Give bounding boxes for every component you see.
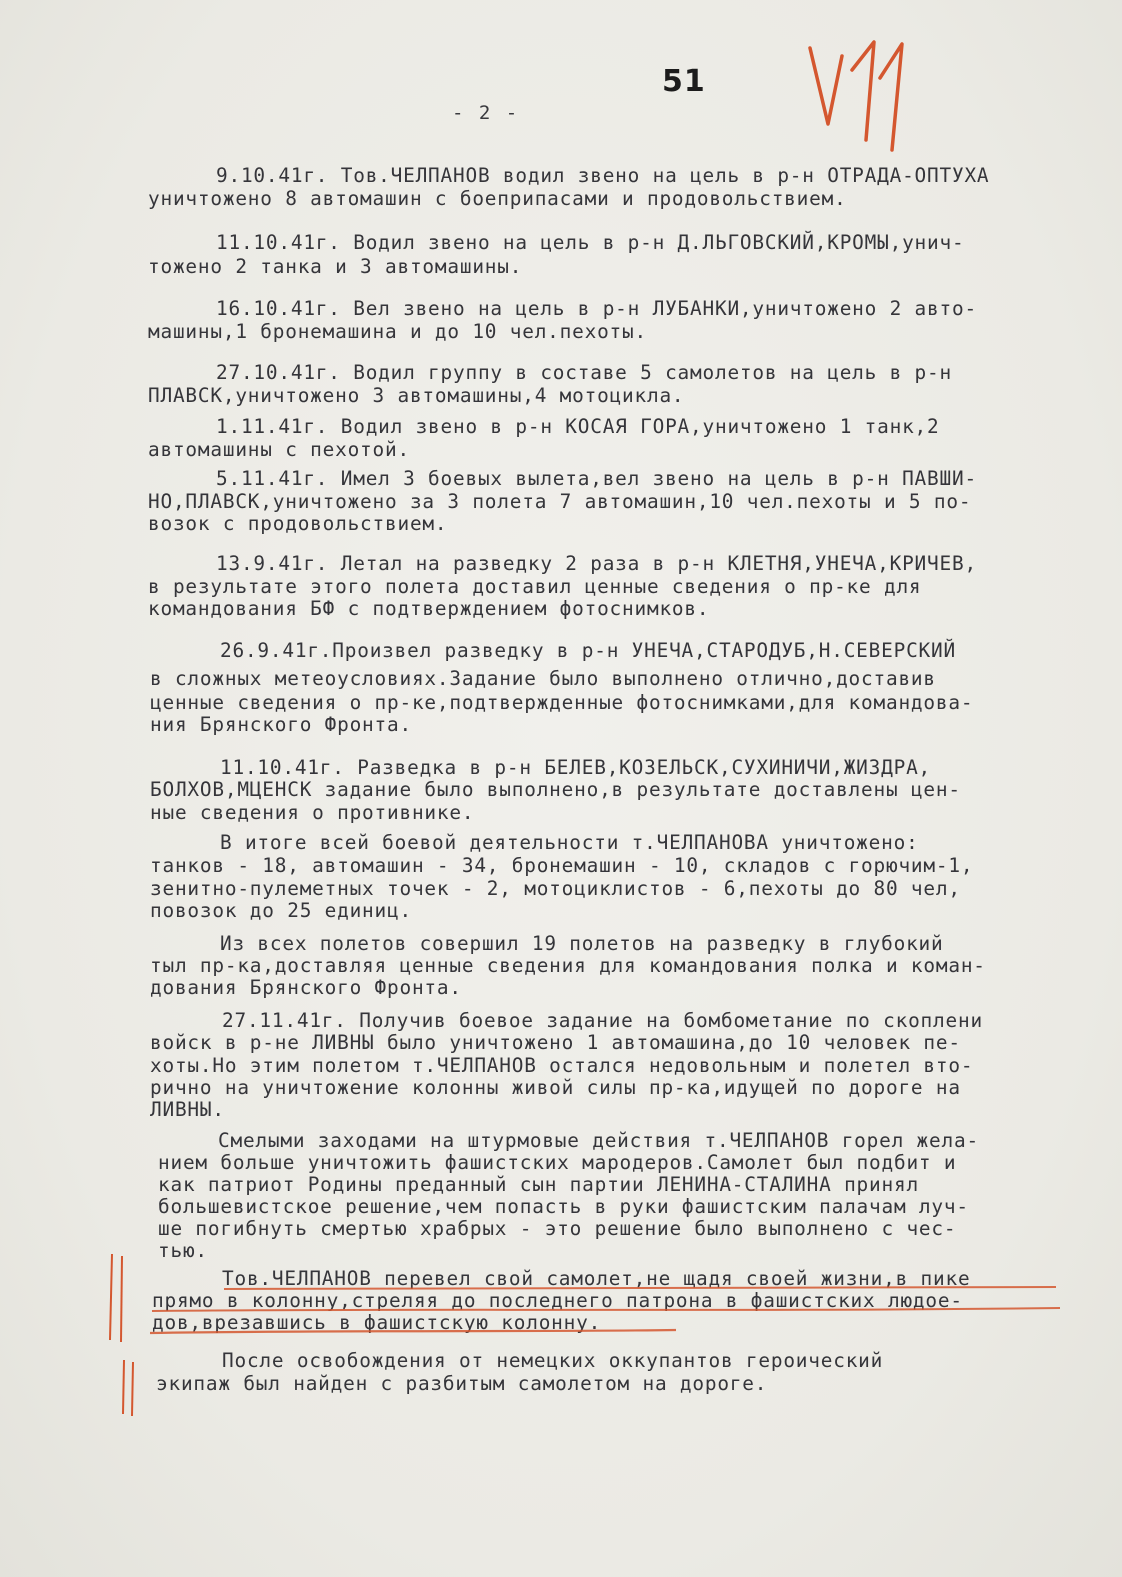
paragraph-line: 27.10.41г. Водил группу в составе 5 самолетов на цель в р-н bbox=[216, 361, 952, 384]
paragraph-line: тыл пр-ка,доставляя ценные сведения для командования полка и коман- bbox=[150, 954, 986, 977]
paragraph-line: в результате этого полета доставил ценные сведения о пр-ке для bbox=[148, 575, 922, 598]
paragraph-line: повозок до 25 единиц. bbox=[150, 899, 412, 922]
folio-number: 51 bbox=[662, 64, 706, 99]
paragraph-line: экипаж был найден с разбитым самолетом на дороге. bbox=[156, 1372, 768, 1395]
paragraph-line: рично на уничтожение колонны живой силы пр-ка,идущей по дороге на bbox=[150, 1076, 961, 1099]
paragraph-line: ценные сведения о пр-ке,подтвержденные фотоснимками,для командова- bbox=[150, 691, 974, 714]
paragraph-line: уничтожено 8 автомашин с боеприпасами и продовольствием. bbox=[148, 187, 847, 210]
paragraph-line: дов,врезавшись в фашистскую колонну. bbox=[152, 1311, 602, 1334]
paragraph-line: прямо в колонну,стреляя до последнего патрона в фашистских людое- bbox=[152, 1289, 963, 1312]
margin-double-line bbox=[118, 1358, 140, 1418]
paragraph-line: 13.9.41г. Летал на разведку 2 раза в р-н КЛЕТНЯ,УНЕЧА,КРИЧЕВ, bbox=[216, 552, 977, 575]
paragraph-line: 5.11.41г. Имел 3 боевых вылета,вел звено на цель в р-н ПАВШИ- bbox=[216, 467, 977, 490]
paragraph-line: ные сведения о противнике. bbox=[150, 801, 475, 824]
pencil-underline bbox=[140, 1268, 1080, 1348]
paragraph-line: танков - 18, автомашин - 34, бронемашин - 10, складов с горючим-1, bbox=[150, 854, 974, 877]
paragraph-line: Из всех полетов совершил 19 полетов на разведку в глубокий bbox=[220, 932, 944, 955]
paragraph-line: Тов.ЧЕЛПАНОВ перевел свой самолет,не щадя своей жизни,в пике bbox=[222, 1267, 971, 1290]
paragraph-line: хоты.Но этим полетом т.ЧЕЛПАНОВ остался недовольным и полетел вто- bbox=[150, 1054, 974, 1077]
paragraph-line: тожено 2 танка и 3 автомашины. bbox=[148, 255, 523, 278]
paragraph-line: ше погибнуть смертью храбрых - это решение было выполнено с чес- bbox=[158, 1217, 957, 1240]
paragraph-line: НО,ПЛАВСК,уничтожено за 3 полета 7 автомашин,10 чел.пехоты и 5 по- bbox=[148, 490, 972, 513]
paragraph-line: в сложных метеоусловиях.Задание было выполнено отлично,доставив bbox=[150, 667, 936, 690]
page-number: - 2 - bbox=[452, 102, 520, 124]
paragraph-line: ния Брянского Фронта. bbox=[150, 713, 412, 736]
archive-handwritten-mark bbox=[800, 36, 920, 156]
paragraph-line: 9.10.41г. Тов.ЧЕЛПАНОВ водил звено на цель в р-н ОТРАДА-ОПТУХА bbox=[216, 164, 990, 187]
paragraph-line: 26.9.41г.Произвел разведку в р-н УНЕЧА,СТАРОДУБ,Н.СЕВЕРСКИЙ bbox=[220, 639, 956, 662]
paragraph-line: После освобождения от немецких оккупантов героический bbox=[222, 1349, 884, 1372]
paragraph-line: 11.10.41г. Разведка в р-н БЕЛЕВ,КОЗЕЛЬСК,СУХИНИЧИ,ЖИЗДРА, bbox=[220, 756, 932, 779]
paragraph-line: командования БФ с подтверждением фотоснимков. bbox=[148, 597, 710, 620]
paragraph-line: ЛИВНЫ. bbox=[150, 1098, 225, 1121]
paragraph-line: нием больше уничтожить фашистских мародеров.Самолет был подбит и bbox=[158, 1151, 957, 1174]
paragraph-line: автомашины с пехотой. bbox=[148, 438, 410, 461]
paragraph-line: возок с продовольствием. bbox=[148, 512, 448, 535]
paragraph-line: 1.11.41г. Водил звено в р-н КОСАЯ ГОРА,уничтожено 1 танк,2 bbox=[216, 415, 940, 438]
paragraph-line: войск в р-не ЛИВНЫ было уничтожено 1 автомашина,до 10 человек пе- bbox=[150, 1031, 961, 1054]
margin-double-line bbox=[104, 1252, 130, 1344]
paragraph-line: зенитно-пулеметных точек - 2, мотоциклистов - 6,пехоты до 80 чел, bbox=[150, 877, 961, 900]
paragraph-line: БОЛХОВ,МЦЕНСК задание было выполнено,в результате доставлены цен- bbox=[150, 778, 961, 801]
paragraph-line: большевистское решение,чем попасть в руки фашистским палачам луч- bbox=[158, 1195, 969, 1218]
paragraph-line: дования Брянского Фронта. bbox=[150, 976, 462, 999]
paragraph-line: В итоге всей боевой деятельности т.ЧЕЛПАНОВА уничтожено: bbox=[220, 831, 919, 854]
paragraph-line: 16.10.41г. Вел звено на цель в р-н ЛУБАНКИ,уничтожено 2 авто- bbox=[216, 297, 977, 320]
paragraph-line: тью. bbox=[158, 1239, 208, 1262]
paragraph-line: ПЛАВСК,уничтожено 3 автомашины,4 мотоцикла. bbox=[148, 384, 685, 407]
paragraph-line: 27.11.41г. Получив боевое задание на бомбометание по скоплени bbox=[222, 1009, 983, 1032]
paragraph-line: Смелыми заходами на штурмовые действия т.ЧЕЛПАНОВ горел жела- bbox=[218, 1129, 979, 1152]
paragraph-line: 11.10.41г. Водил звено на цель в р-н Д.ЛЬГОВСКИЙ,КРОМЫ,унич- bbox=[216, 231, 965, 254]
paragraph-line: машины,1 бронемашина и до 10 чел.пехоты. bbox=[148, 320, 647, 343]
paragraph-line: как патриот Родины преданный сын партии ЛЕНИНА-СТАЛИНА принял bbox=[158, 1173, 919, 1196]
